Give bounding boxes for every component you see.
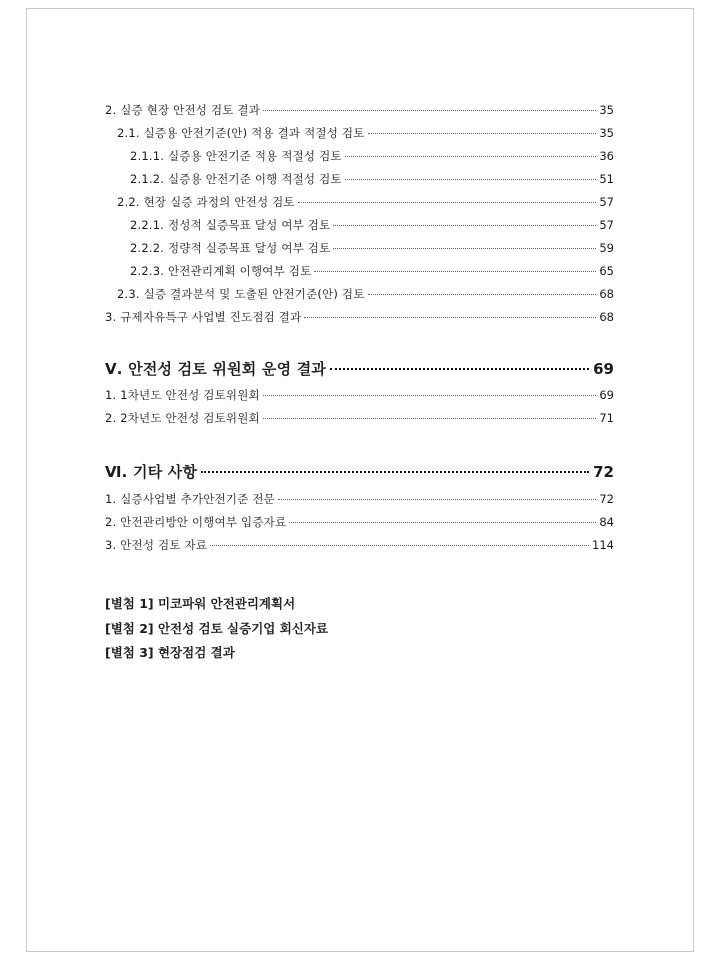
toc-page-number: 71	[599, 411, 614, 425]
toc-label: 2.1.1. 실증용 안전기준 적용 적절성 검토	[130, 149, 342, 163]
toc-entry-2-2-2[interactable]	[130, 240, 614, 256]
toc-chapter-6[interactable]	[105, 461, 614, 482]
toc-leader	[333, 248, 596, 249]
toc-page-number: 35	[599, 126, 614, 140]
toc-page-number: 72	[593, 463, 614, 481]
toc-leader	[345, 179, 597, 180]
toc-entry-2-2-1[interactable]	[130, 217, 614, 233]
toc-page-number: 65	[599, 264, 614, 278]
toc-leader	[314, 271, 596, 272]
toc-entry-2-1-2[interactable]	[130, 171, 614, 187]
toc-label: 1. 실증사업별 추가안전기준 전문	[105, 492, 275, 506]
toc-entry-6-3[interactable]	[105, 537, 614, 553]
toc-label: 3. 안전성 검토 자료	[105, 538, 208, 552]
toc-leader	[368, 294, 597, 295]
toc-entry-2-1-1[interactable]	[130, 148, 614, 164]
toc-leader	[263, 418, 597, 419]
toc-page-number: 36	[599, 149, 614, 163]
toc-chapter-label: Ⅵ. 기타 사항	[105, 463, 198, 481]
toc-leader	[368, 133, 597, 134]
toc-label: 2.2.2. 정량적 실증목표 달성 여부 검토	[130, 241, 331, 255]
toc-page-number: 57	[599, 195, 614, 209]
toc-label: 2. 실증 현장 안전성 검토 결과	[105, 103, 261, 117]
toc-leader	[304, 317, 596, 318]
toc-page-number: 59	[599, 241, 614, 255]
toc-label: 2.2.1. 정성적 실증목표 달성 여부 검토	[130, 218, 331, 232]
toc-page-number: 72	[599, 492, 614, 506]
toc-page-number: 69	[599, 388, 614, 402]
toc-entry-2-1[interactable]	[117, 125, 614, 141]
attachment-1[interactable]: [별첨 1] 미코파워 안전관리계획서	[105, 596, 296, 611]
attachment-3[interactable]: [별첨 3] 현장점검 결과	[105, 645, 235, 660]
toc-label: 1. 1차년도 안전성 검토위원회	[105, 388, 260, 402]
toc-leader	[201, 471, 589, 473]
toc-entry-6-2[interactable]	[105, 514, 614, 530]
toc-page-number: 114	[592, 538, 614, 552]
toc-chapter-5[interactable]	[105, 358, 614, 379]
toc-label: 2. 2차년도 안전성 검토위원회	[105, 411, 260, 425]
toc-page-number: 84	[599, 515, 614, 529]
toc-leader	[333, 225, 596, 226]
toc-leader	[298, 202, 597, 203]
toc-leader	[263, 395, 597, 396]
toc-leader	[330, 368, 589, 370]
toc-page-number: 68	[599, 310, 614, 324]
toc-label: 2.1. 실증용 안전기준(안) 적용 결과 적절성 검토	[117, 126, 365, 140]
toc-page-number: 57	[599, 218, 614, 232]
toc-label: 2.2.3. 안전관리계획 이행여부 검토	[130, 264, 312, 278]
toc-leader	[263, 110, 596, 111]
toc-page-number: 68	[599, 287, 614, 301]
toc-label: 3. 규제자유특구 사업별 진도점검 결과	[105, 310, 302, 324]
toc-chapter-label: Ⅴ. 안전성 검토 위원회 운영 결과	[105, 360, 327, 378]
toc-page-number: 35	[599, 103, 614, 117]
attachment-2[interactable]: [별첨 2] 안전성 검토 실증기업 회신자료	[105, 621, 329, 636]
toc-label: 2.1.2. 실증용 안전기준 이행 적절성 검토	[130, 172, 342, 186]
toc-label: 2.3. 실증 결과분석 및 도출된 안전기준(안) 검토	[117, 287, 365, 301]
toc-entry-3[interactable]	[105, 309, 614, 325]
toc-page-number: 69	[593, 360, 614, 378]
toc-leader	[289, 522, 596, 523]
toc-entry-5-1[interactable]	[105, 387, 614, 403]
toc-leader	[345, 156, 597, 157]
toc-entry-2-2[interactable]	[117, 194, 614, 210]
toc-label: 2.2. 현장 실증 과정의 안전성 검토	[117, 195, 295, 209]
toc-label: 2. 안전관리방안 이행여부 입증자료	[105, 515, 287, 529]
toc-entry-2-3[interactable]	[117, 286, 614, 302]
toc-leader	[210, 545, 589, 546]
toc-page-number: 51	[599, 172, 614, 186]
toc-leader	[278, 499, 596, 500]
toc-entry-5-2[interactable]	[105, 410, 614, 426]
toc-entry-2[interactable]	[105, 102, 614, 118]
toc-entry-6-1[interactable]	[105, 491, 614, 507]
toc-entry-2-2-3[interactable]	[130, 263, 614, 279]
